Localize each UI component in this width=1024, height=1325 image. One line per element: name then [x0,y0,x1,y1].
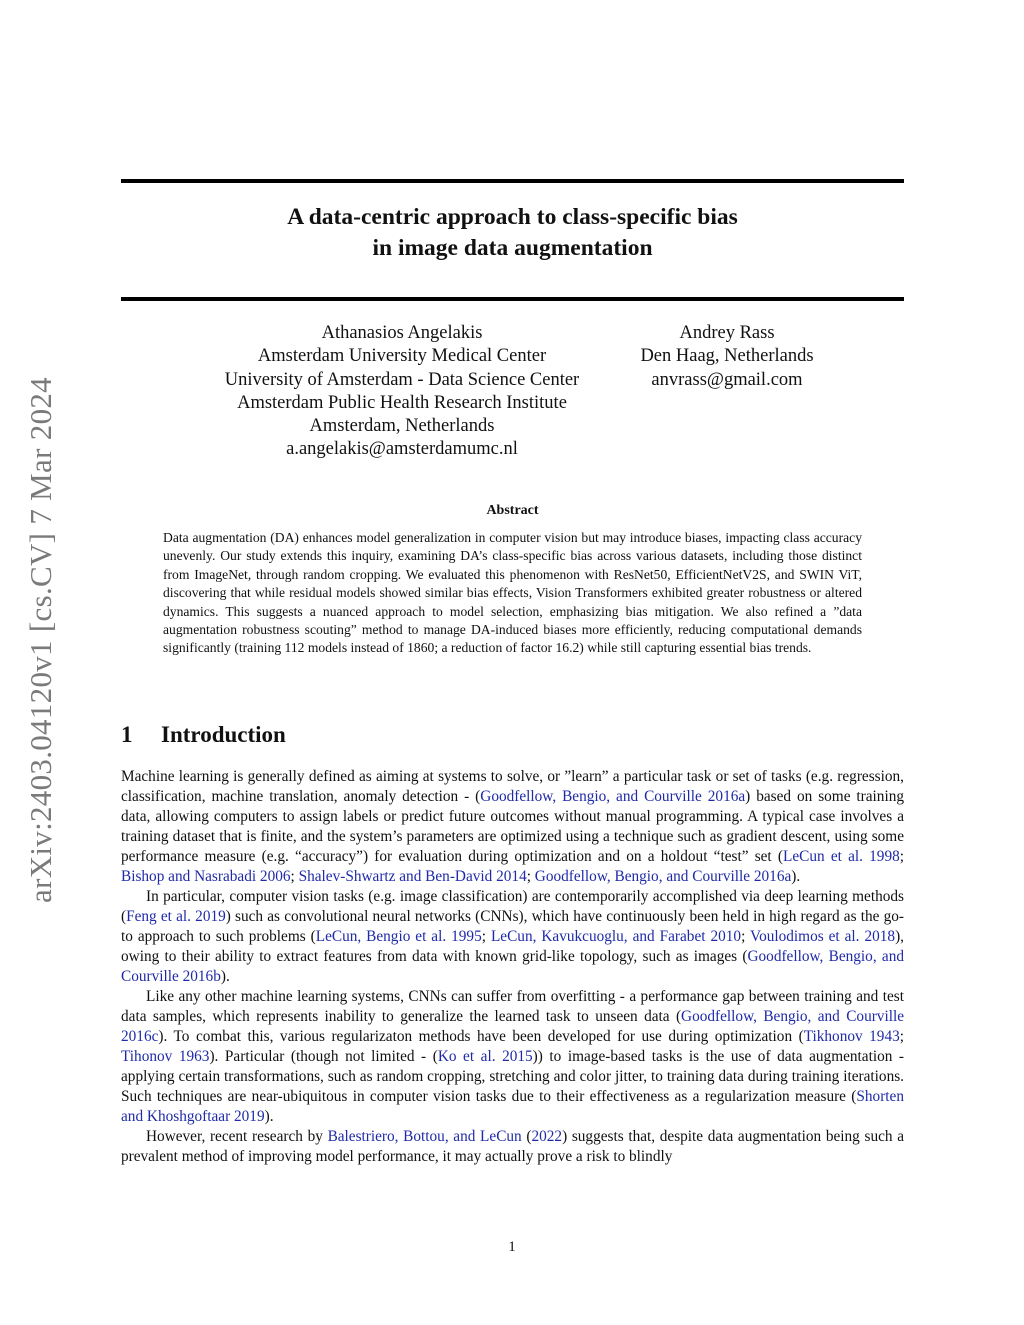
citation-link[interactable]: Goodfellow, Bengio, and Courville 2016a [534,868,792,885]
paragraph-text: ). Particular (though not limited - ( [209,1048,438,1065]
citation-link[interactable]: Shorten and Khoshgoftaar 2019 [121,1088,904,1125]
paragraph-text: ; [899,848,905,865]
author-block-1 [186,322,618,462]
body-paragraph [121,987,904,1127]
author-affiliation: Amsterdam Public Health Research Institute [237,392,567,413]
introduction-body [121,767,904,1167]
paragraph-text: ), owing to their ability to extract features from data with known grid-like topology, such as images ( [121,928,904,965]
author-email[interactable]: anvrass@gmail.com [651,369,803,390]
body-paragraph [121,887,904,987]
paragraph-text: )) to image-based tasks is the use of data augmentation - applying certain transformations, such as random cropping, stretching and color jitter, to training data during training iterations. Such techniques are near-ubiquitous in computer vision tasks due to their effectiveness as a regularization measure ( [121,1048,905,1105]
citation-link[interactable]: Tikhonov 1943 [803,1028,900,1045]
paragraph-text: Like any other machine learning systems, CNNs can suffer from overfitting - a performance gap between training and test data samples, which represents inability to generalize the learned task to unseen data ( [121,988,904,1025]
citation-link[interactable]: Voulodimos et al. 2018 [750,928,896,945]
title-line-2: in image data augmentation [372,235,653,261]
author-location: Amsterdam, Netherlands [309,416,495,437]
paragraph-text: ; [290,868,299,885]
section-title-text: Introduction [161,722,286,747]
author-name: Athanasios Angelakis [321,323,483,343]
paragraph-text: ; [741,928,750,945]
title-rule-top [121,179,904,183]
citation-link[interactable]: Feng et al. 2019 [126,908,226,925]
paragraph-text: ) suggests that, despite data augmentation being such a prevalent method of improving model performance, it may actually prove a risk to blindly [121,1128,904,1165]
citation-link[interactable]: 2022 [531,1128,563,1145]
paragraph-text: ) based on some training data, allowing computers to assign labels or predict future outcomes without manual programming. A typical case involves a training dataset that is finite, and the system’s parameters are optimized using a technique such as gradient descent, using some performance measure (e.g. “accuracy”) for evaluation during optimization and on a holdout “test” set ( [121,788,904,865]
citation-link[interactable]: LeCun et al. 1998 [783,848,900,865]
author-name: Andrey Rass [679,323,775,343]
citation-link[interactable]: Goodfellow, Bengio, and Courville 2016b [121,948,904,985]
paragraph-text: ) such as convolutional neural networks (CNNs), which have continuously been held in high regard as the go-to approach to such problems ( [121,908,904,945]
section-heading [121,722,286,748]
paragraph-text: Machine learning is generally defined as aiming at systems to solve, or ”learn” a particular task or set of tasks (e.g. regression, classification, machine translation, anomaly detection - ( [121,768,904,805]
paragraph-text: ; [899,1028,904,1045]
title-rule-bottom [121,297,904,301]
citation-link[interactable]: Balestriero, Bottou, and LeCun [327,1128,522,1145]
citation-link[interactable]: Ko et al. 2015 [437,1048,533,1065]
paragraph-text: ). [791,868,801,885]
citation-link[interactable]: Tihonov 1963 [121,1048,210,1065]
paragraph-text: ; [526,868,535,885]
paragraph-text: ). [264,1108,274,1125]
section-number: 1 [121,722,133,747]
paragraph-text: In particular, computer vision tasks (e.g. image classification) are contemporarily accomplished via deep learning methods ( [121,888,904,925]
author-block-2 [617,322,837,392]
author-affiliation: University of Amsterdam - Data Science Center [224,369,580,390]
author-affiliation: Amsterdam University Medical Center [257,346,547,367]
abstract-text: Data augmentation (DA) enhances model generalization in computer vision but may introduce biases, impacting class accuracy unevenly. Our study extends this inquiry, examining DA’s class-specific bias across various datasets, including those distinct from ImageNet, through random cropping. We evaluated this phenomenon with ResNet50, EfficientNetV2S, and SWIN ViT, discovering that while residual models showed similar bias effects, Vision Transformers exhibited greater robustness or altered dynamics. This suggests a nuanced approach to model selection, emphasizing bias mitigation. We also refined a ”data augmentation robustness scouting” method to manage DA-induced biases more efficiently, reducing computational demands significantly (training 112 models instead of 1860; a reduction of factor 16.2) while still capturing essential bias trends. [163,530,862,656]
paragraph-text: ). To combat this, various regularizaton methods have been developed for use during optimization ( [158,1028,804,1045]
page-number: 1 [508,1239,516,1255]
paragraph-text: ). [220,968,230,985]
paper-title [121,202,904,264]
title-line-1: A data-centric approach to class-specific bias [287,204,738,230]
paragraph-text: However, recent research by [146,1128,328,1145]
citation-link[interactable]: Goodfellow, Bengio, and Courville 2016a [480,788,746,805]
citation-link[interactable]: LeCun, Kavukcuoglu, and Farabet 2010 [490,928,742,945]
citation-link[interactable]: Goodfellow, Bengio, and Courville 2016c [121,1008,904,1045]
abstract-heading: Abstract [486,503,539,518]
arxiv-identifier: arXiv:2403.04120v1 [cs.CV] 7 Mar 2024 [23,377,58,903]
citation-link[interactable]: Shalev-Shwartz and Ben-David 2014 [298,868,527,885]
paragraph-text: ; [481,928,491,945]
citation-link[interactable]: Bishop and Nasrabadi 2006 [121,868,291,885]
author-location: Den Haag, Netherlands [640,346,814,367]
author-email[interactable]: a.angelakis@amsterdamumc.nl [286,439,518,460]
body-paragraph [121,767,904,887]
body-paragraph [121,1127,904,1167]
paragraph-text: ( [521,1128,532,1145]
citation-link[interactable]: LeCun, Bengio et al. 1995 [315,928,482,945]
